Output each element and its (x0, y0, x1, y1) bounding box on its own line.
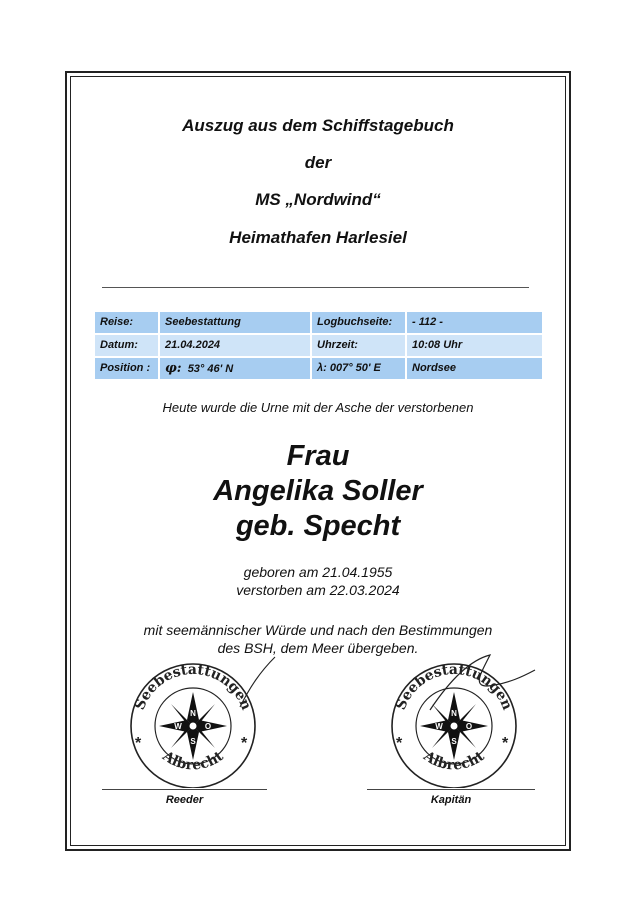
home-port: Heimathafen Harlesiel (229, 228, 407, 247)
table-row (95, 312, 542, 333)
compass-west: W (174, 722, 182, 731)
deceased-name: Angelika Soller (213, 475, 423, 507)
compass-east: O (465, 722, 473, 731)
star-icon: * (396, 735, 403, 752)
captain-label: Kapitän (430, 794, 472, 806)
table-row (95, 358, 542, 379)
latitude-value (160, 358, 310, 379)
logpage-value: - 112 - (407, 312, 542, 333)
trip-label: Reise: (95, 312, 158, 333)
compass-east: O (204, 722, 212, 731)
star-icon: * (241, 735, 248, 752)
latitude-symbol: φ: (165, 361, 182, 376)
date-label: Datum: (95, 335, 158, 356)
captain-signature (400, 650, 540, 720)
compass-south: S (190, 737, 196, 746)
closing-line-1: mit seemännischer Würde und nach den Bestimmungen (143, 622, 493, 638)
stamp-bottom-text: Albrecht (159, 748, 227, 774)
trip-value: Seebestattung (160, 312, 310, 333)
birth-name: geb. Specht (235, 510, 401, 542)
compass-north: N (190, 709, 196, 718)
birth-date: geboren am 21.04.1955 (243, 564, 393, 580)
owner-signature (180, 652, 290, 712)
date-value: 21.04.2024 (160, 335, 310, 356)
closing-line-2: des BSH, dem Meer übergeben. (217, 640, 419, 656)
divider (102, 287, 529, 288)
ship-name: MS „Nordwind“ (255, 190, 381, 209)
stamp-top-text: Seebestattungen (131, 661, 255, 713)
time-label: Uhrzeit: (312, 335, 405, 356)
table-row (95, 335, 542, 356)
sea-area: Nordsee (407, 358, 542, 379)
compass-north: N (451, 709, 457, 718)
time-value: 10:08 Uhr (407, 335, 542, 356)
title-line-2: der (304, 153, 332, 172)
death-date: verstorben am 22.03.2024 (236, 582, 400, 598)
intro-text: Heute wurde die Urne mit der Asche der verstorbenen (162, 400, 474, 415)
owner-signature-line (102, 789, 267, 790)
compass-south: S (451, 737, 457, 746)
captain-signature-line (367, 789, 535, 790)
latitude-degrees: 53° 46' N (187, 363, 234, 375)
log-table (95, 312, 542, 381)
compass-west: W (435, 722, 443, 731)
owner-label: Reeder (165, 794, 204, 806)
stamp-top-text: Seebestattungen (392, 661, 516, 713)
title-line-1: Auszug aus dem Schiffstagebuch (182, 116, 454, 135)
logpage-label: Logbuchseite: (312, 312, 405, 333)
longitude-value: λ: 007° 50' E (312, 358, 405, 379)
stamp-bottom-text: Albrecht (420, 748, 488, 774)
star-icon: * (502, 735, 509, 752)
salutation: Frau (286, 440, 350, 472)
star-icon: * (135, 735, 142, 752)
position-label: Position : (95, 358, 158, 379)
